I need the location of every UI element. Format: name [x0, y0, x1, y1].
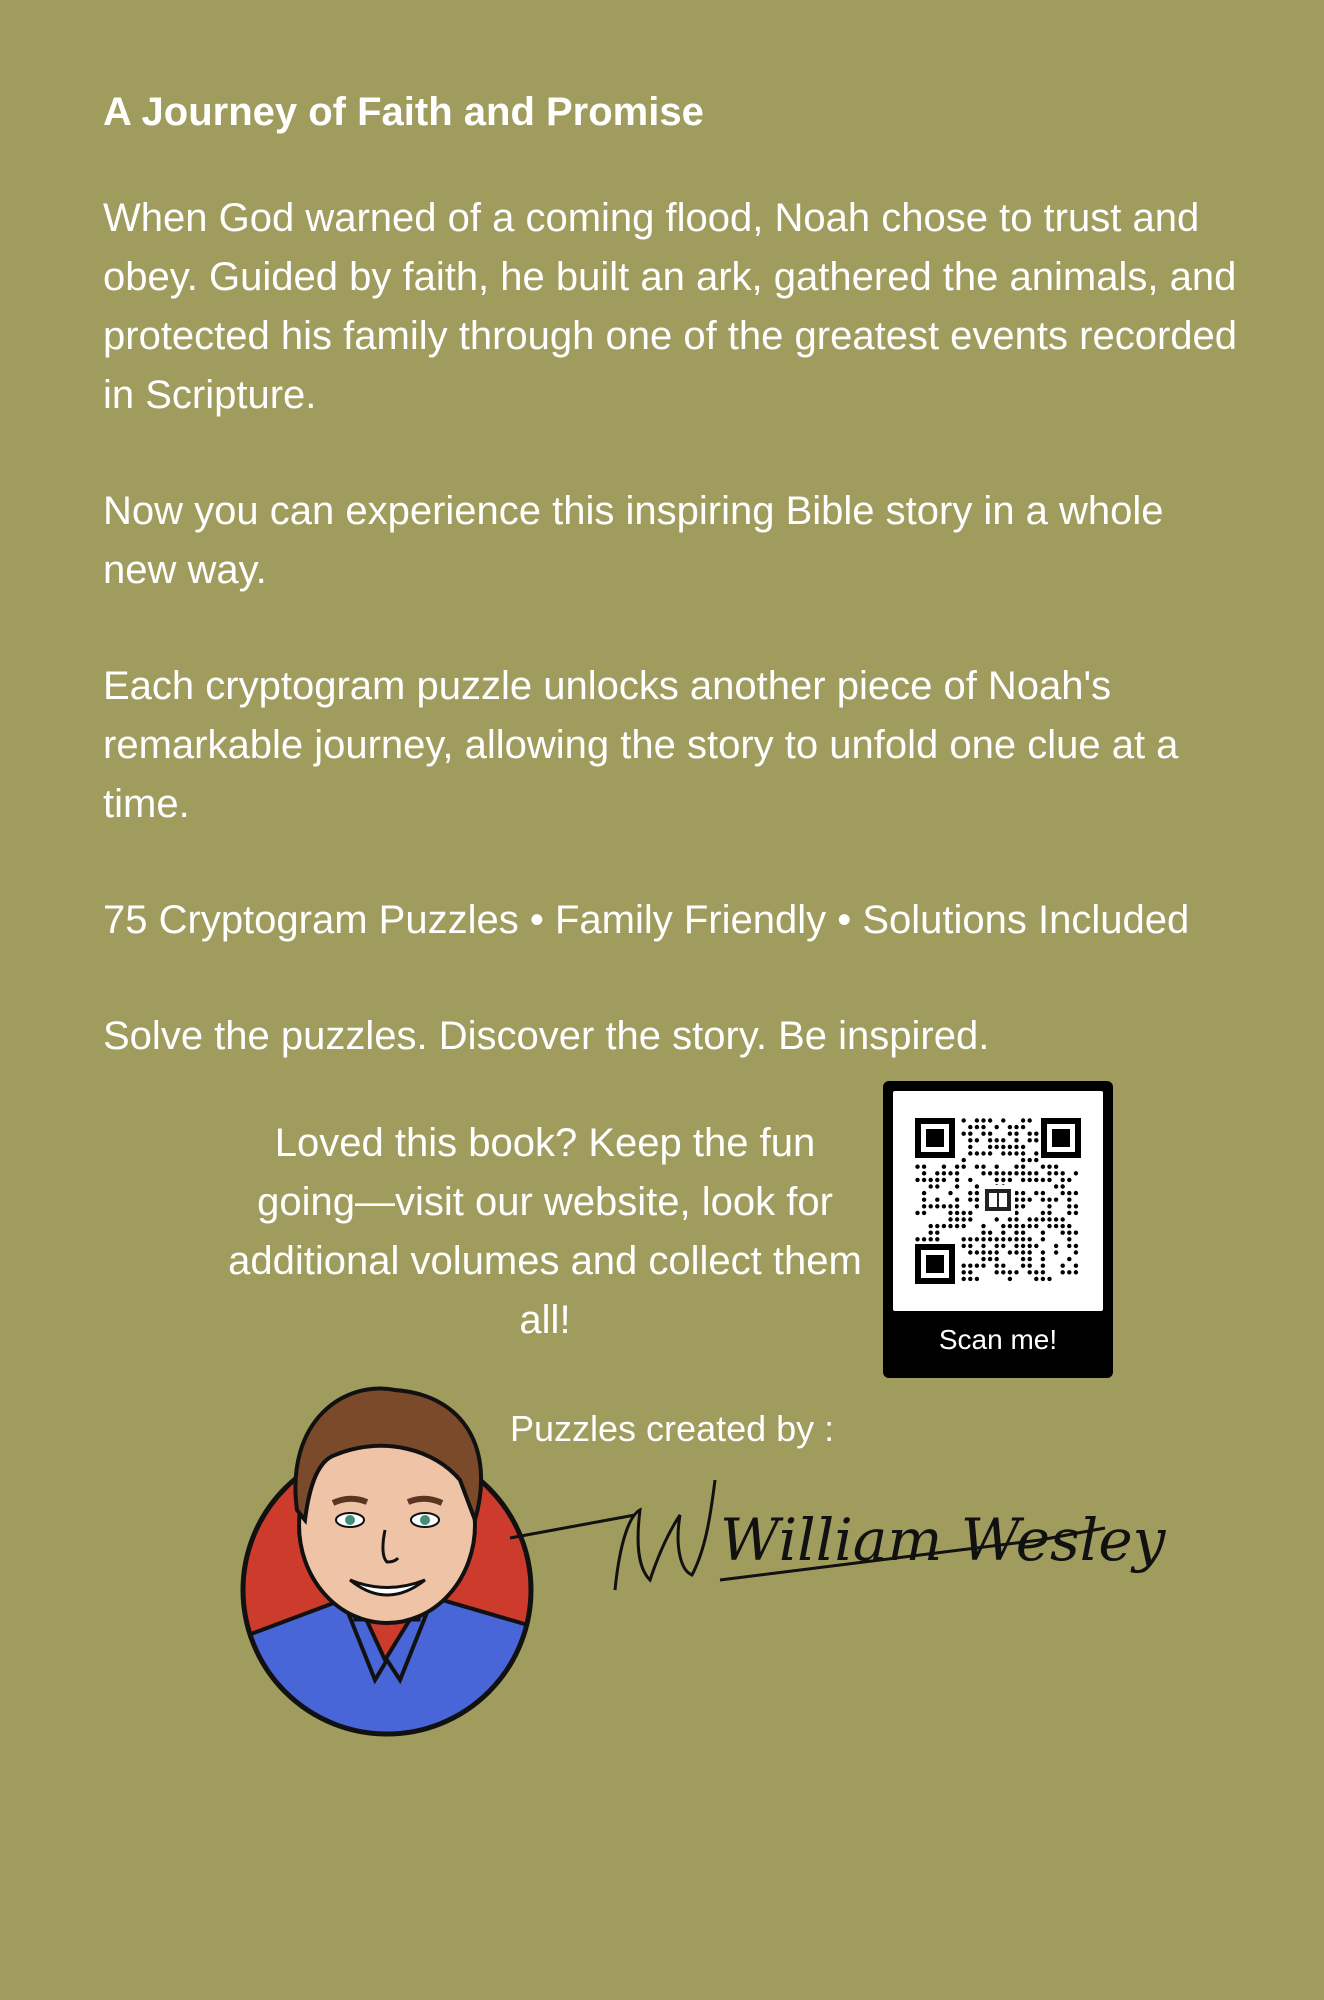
- qr-module: [962, 1224, 966, 1228]
- qr-module: [1041, 1191, 1045, 1195]
- qr-module: [1028, 1217, 1032, 1221]
- promo-text: Loved this book? Keep the fun going—visit our website, look for additional volumes and collect them all!: [228, 1121, 862, 1342]
- qr-module: [1054, 1250, 1058, 1254]
- qr-module: [1014, 1132, 1018, 1136]
- qr-module: [1001, 1178, 1005, 1182]
- qr-module: [1008, 1178, 1012, 1182]
- qr-module: [1028, 1244, 1032, 1248]
- qr-module: [1041, 1217, 1045, 1221]
- qr-module: [1034, 1132, 1038, 1136]
- qr-module: [935, 1178, 939, 1182]
- qr-module: [975, 1184, 979, 1188]
- qr-module: [1021, 1264, 1025, 1268]
- qr-module: [1028, 1257, 1032, 1261]
- qr-module: [981, 1224, 985, 1228]
- qr-module: [929, 1184, 933, 1188]
- qr-module: [968, 1132, 972, 1136]
- qr-module: [1028, 1138, 1032, 1142]
- qr-module: [942, 1204, 946, 1208]
- qr-module: [955, 1198, 959, 1202]
- qr-module: [1008, 1125, 1012, 1129]
- qr-module: [1047, 1277, 1051, 1281]
- qr-module: [995, 1250, 999, 1254]
- qr-module: [929, 1204, 933, 1208]
- qr-module: [975, 1118, 979, 1122]
- qr-module: [1021, 1244, 1025, 1248]
- qr-module: [1001, 1118, 1005, 1122]
- qr-module: [995, 1165, 999, 1169]
- qr-module: [988, 1250, 992, 1254]
- qr-module: [935, 1198, 939, 1202]
- qr-module: [975, 1264, 979, 1268]
- qr-code[interactable]: [893, 1091, 1103, 1311]
- qr-module: [1028, 1132, 1032, 1136]
- qr-module: [1067, 1191, 1071, 1195]
- qr-module: [1021, 1191, 1025, 1195]
- qr-module: [995, 1171, 999, 1175]
- qr-module: [968, 1151, 972, 1155]
- paragraph-features: 75 Cryptogram Puzzles • Family Friendly • Solutions Included: [103, 898, 1190, 942]
- qr-module: [955, 1211, 959, 1215]
- qr-module: [1074, 1171, 1078, 1175]
- qr-module: [995, 1237, 999, 1241]
- qr-module: [962, 1237, 966, 1241]
- qr-module: [1008, 1277, 1012, 1281]
- qr-module: [975, 1277, 979, 1281]
- qr-module: [915, 1165, 919, 1169]
- qr-module: [988, 1132, 992, 1136]
- qr-module: [948, 1224, 952, 1228]
- qr-module: [962, 1118, 966, 1122]
- qr-module: [968, 1178, 972, 1182]
- qr-module: [962, 1211, 966, 1215]
- qr-module: [995, 1178, 999, 1182]
- qr-module: [955, 1184, 959, 1188]
- qr-module: [981, 1125, 985, 1129]
- qr-module: [1061, 1171, 1065, 1175]
- qr-module: [1047, 1217, 1051, 1221]
- qr-module: [981, 1244, 985, 1248]
- qr-module: [1067, 1211, 1071, 1215]
- qr-module: [922, 1178, 926, 1182]
- qr-module: [975, 1138, 979, 1142]
- qr-module: [975, 1151, 979, 1155]
- qr-module: [1014, 1270, 1018, 1274]
- qr-module: [968, 1250, 972, 1254]
- qr-module: [962, 1264, 966, 1268]
- qr-module: [1028, 1224, 1032, 1228]
- qr-module: [975, 1237, 979, 1241]
- qr-module: [1028, 1264, 1032, 1268]
- qr-module: [1008, 1217, 1012, 1221]
- qr-module: [1041, 1264, 1045, 1268]
- qr-module: [1074, 1264, 1078, 1268]
- scan-me-label: Scan me!: [938, 1324, 1058, 1355]
- qr-module: [1074, 1191, 1078, 1195]
- paragraph-experience: Now you can experience this inspiring Bible story in a whole new way.: [103, 489, 1164, 592]
- qr-module: [1001, 1224, 1005, 1228]
- qr-module: [981, 1132, 985, 1136]
- qr-module: [995, 1270, 999, 1274]
- qr-module: [975, 1204, 979, 1208]
- qr-module: [955, 1204, 959, 1208]
- qr-module: [995, 1217, 999, 1221]
- qr-module: [1001, 1171, 1005, 1175]
- qr-module: [1034, 1151, 1038, 1155]
- qr-module: [1041, 1237, 1045, 1241]
- qr-module: [1014, 1138, 1018, 1142]
- qr-module: [1021, 1178, 1025, 1182]
- qr-module: [1041, 1198, 1045, 1202]
- qr-module: [1001, 1237, 1005, 1241]
- qr-module: [1021, 1151, 1025, 1155]
- qr-module: [1067, 1204, 1071, 1208]
- qr-module: [1047, 1224, 1051, 1228]
- qr-module: [1067, 1244, 1071, 1248]
- qr-module: [929, 1178, 933, 1182]
- qr-module: [1061, 1178, 1065, 1182]
- qr-module: [962, 1217, 966, 1221]
- qr-module: [1041, 1270, 1045, 1274]
- qr-module: [1028, 1250, 1032, 1254]
- qr-module: [1021, 1145, 1025, 1149]
- author-portrait: [235, 1380, 545, 1750]
- qr-module: [1008, 1132, 1012, 1136]
- qr-module: [962, 1277, 966, 1281]
- qr-module: [968, 1264, 972, 1268]
- qr-module: [955, 1217, 959, 1221]
- paragraph-puzzles: Each cryptogram puzzle unlocks another piece of Noah's remarkable journey, allowing the story to unfold one clue at a time.: [103, 664, 1179, 826]
- qr-module: [981, 1264, 985, 1268]
- qr-module: [1067, 1270, 1071, 1274]
- qr-module: [1021, 1158, 1025, 1162]
- qr-module: [1054, 1171, 1058, 1175]
- qr-module: [1047, 1165, 1051, 1169]
- qr-module: [981, 1250, 985, 1254]
- qr-module: [1034, 1244, 1038, 1248]
- qr-module: [1034, 1158, 1038, 1162]
- qr-module: [1067, 1231, 1071, 1235]
- qr-module: [1074, 1204, 1078, 1208]
- qr-module: [1021, 1171, 1025, 1175]
- qr-module: [1061, 1270, 1065, 1274]
- qr-module: [915, 1178, 919, 1182]
- qr-module: [962, 1165, 966, 1169]
- qr-module: [962, 1270, 966, 1274]
- qr-module: [922, 1211, 926, 1215]
- qr-module: [962, 1132, 966, 1136]
- page-title: A Journey of Faith and Promise: [103, 90, 704, 134]
- qr-module: [1021, 1257, 1025, 1261]
- qr-module: [968, 1237, 972, 1241]
- qr-module: [1008, 1224, 1012, 1228]
- qr-module: [1028, 1171, 1032, 1175]
- signature-text: William Wesley: [720, 1506, 1166, 1574]
- qr-module: [942, 1178, 946, 1182]
- qr-module: [1041, 1231, 1045, 1235]
- qr-module: [1028, 1270, 1032, 1274]
- qr-module: [1008, 1270, 1012, 1274]
- qr-module: [1041, 1277, 1045, 1281]
- qr-module: [981, 1237, 985, 1241]
- qr-module: [1054, 1198, 1058, 1202]
- qr-module: [942, 1165, 946, 1169]
- qr-module: [1074, 1211, 1078, 1215]
- qr-module: [1021, 1198, 1025, 1202]
- qr-module: [1061, 1264, 1065, 1268]
- credit-label: Puzzles created by :: [510, 1408, 835, 1449]
- qr-module: [1021, 1165, 1025, 1169]
- qr-module: [955, 1224, 959, 1228]
- qr-module: [1028, 1178, 1032, 1182]
- qr-module: [935, 1237, 939, 1241]
- qr-module: [995, 1264, 999, 1268]
- qr-module: [968, 1138, 972, 1142]
- qr-module: [1074, 1270, 1078, 1274]
- qr-module: [1021, 1125, 1025, 1129]
- qr-module: [981, 1151, 985, 1155]
- qr-module: [1008, 1145, 1012, 1149]
- qr-module: [1001, 1138, 1005, 1142]
- qr-module: [1067, 1178, 1071, 1182]
- qr-module: [1001, 1151, 1005, 1155]
- qr-module: [935, 1224, 939, 1228]
- qr-module: [1034, 1217, 1038, 1221]
- qr-module: [975, 1250, 979, 1254]
- qr-module: [1014, 1244, 1018, 1248]
- qr-module: [1028, 1237, 1032, 1241]
- qr-module: [968, 1217, 972, 1221]
- qr-module: [995, 1244, 999, 1248]
- qr-module: [1074, 1244, 1078, 1248]
- qr-module: [1034, 1138, 1038, 1142]
- qr-module: [948, 1204, 952, 1208]
- qr-module: [1054, 1184, 1058, 1188]
- qr-module: [968, 1211, 972, 1215]
- qr-module: [1041, 1165, 1045, 1169]
- qr-module: [1014, 1237, 1018, 1241]
- qr-module: [995, 1138, 999, 1142]
- qr-module: [1008, 1250, 1012, 1254]
- qr-module: [1021, 1237, 1025, 1241]
- qr-module: [988, 1231, 992, 1235]
- qr-module: [948, 1171, 952, 1175]
- qr-module: [935, 1231, 939, 1235]
- qr-module: [981, 1165, 985, 1169]
- qr-module: [955, 1171, 959, 1175]
- qr-module: [1021, 1250, 1025, 1254]
- qr-module: [1014, 1250, 1018, 1254]
- qr-module: [1041, 1257, 1045, 1261]
- qr-module: [975, 1198, 979, 1202]
- qr-module: [1034, 1171, 1038, 1175]
- qr-module: [1008, 1237, 1012, 1241]
- qr-module: [1021, 1118, 1025, 1122]
- qr-module: [922, 1198, 926, 1202]
- qr-module: [968, 1145, 972, 1149]
- qr-module: [1067, 1237, 1071, 1241]
- qr-module: [968, 1191, 972, 1195]
- qr-module: [981, 1171, 985, 1175]
- qr-module: [929, 1237, 933, 1241]
- qr-module: [1014, 1217, 1018, 1221]
- qr-card[interactable]: [883, 1081, 1113, 1378]
- qr-module: [1054, 1217, 1058, 1221]
- qr-module: [1014, 1224, 1018, 1228]
- qr-module: [1034, 1178, 1038, 1182]
- qr-module: [988, 1145, 992, 1149]
- qr-module: [1001, 1264, 1005, 1268]
- qr-module: [1047, 1171, 1051, 1175]
- qr-module: [968, 1125, 972, 1129]
- qr-module: [1034, 1191, 1038, 1195]
- qr-module: [1067, 1257, 1071, 1261]
- qr-module: [948, 1191, 952, 1195]
- qr-module: [1014, 1231, 1018, 1235]
- qr-module: [948, 1211, 952, 1215]
- qr-module: [1014, 1145, 1018, 1149]
- qr-module: [1047, 1178, 1051, 1182]
- qr-module: [1061, 1217, 1065, 1221]
- qr-module: [988, 1151, 992, 1155]
- qr-module: [975, 1125, 979, 1129]
- qr-module: [981, 1231, 985, 1235]
- back-cover-text: [103, 86, 1243, 1066]
- qr-module: [988, 1237, 992, 1241]
- qr-module: [948, 1217, 952, 1221]
- qr-module: [1014, 1165, 1018, 1169]
- qr-module: [955, 1178, 959, 1182]
- qr-module: [1041, 1178, 1045, 1182]
- qr-module: [1021, 1224, 1025, 1228]
- qr-module: [1001, 1145, 1005, 1149]
- qr-module: [1061, 1224, 1065, 1228]
- qr-module: [962, 1244, 966, 1248]
- qr-module: [975, 1165, 979, 1169]
- qr-module: [968, 1270, 972, 1274]
- qr-module: [981, 1118, 985, 1122]
- qr-module: [922, 1165, 926, 1169]
- qr-module: [1047, 1211, 1051, 1215]
- qr-module: [1034, 1277, 1038, 1281]
- qr-module: [942, 1171, 946, 1175]
- qr-module: [995, 1257, 999, 1261]
- qr-module: [1047, 1204, 1051, 1208]
- qr-module: [1014, 1171, 1018, 1175]
- qr-module: [988, 1257, 992, 1261]
- qr-module: [995, 1145, 999, 1149]
- qr-module: [1034, 1270, 1038, 1274]
- qr-module: [1001, 1231, 1005, 1235]
- qr-module: [929, 1224, 933, 1228]
- qr-module: [1028, 1118, 1032, 1122]
- qr-module: [1008, 1151, 1012, 1155]
- qr-module: [975, 1191, 979, 1195]
- qr-module: [915, 1211, 919, 1215]
- qr-module: [1074, 1250, 1078, 1254]
- qr-module: [929, 1231, 933, 1235]
- qr-module: [968, 1244, 972, 1248]
- qr-module: [1061, 1231, 1065, 1235]
- qr-module: [942, 1224, 946, 1228]
- qr-module: [935, 1184, 939, 1188]
- qr-module: [1061, 1191, 1065, 1195]
- qr-module: [1001, 1270, 1005, 1274]
- qr-code-icon: [905, 1103, 1091, 1299]
- qr-module: [915, 1237, 919, 1241]
- qr-module: [1008, 1171, 1012, 1175]
- qr-module: [1074, 1231, 1078, 1235]
- qr-module: [922, 1171, 926, 1175]
- qr-module: [1041, 1211, 1045, 1215]
- qr-module: [922, 1191, 926, 1195]
- qr-module: [1041, 1250, 1045, 1254]
- qr-module: [988, 1171, 992, 1175]
- qr-module: [1001, 1244, 1005, 1248]
- qr-module: [995, 1125, 999, 1129]
- qr-module: [988, 1138, 992, 1142]
- qr-module: [1028, 1158, 1032, 1162]
- qr-module: [1061, 1184, 1065, 1188]
- qr-module: [1067, 1198, 1071, 1202]
- qr-module: [1054, 1244, 1058, 1248]
- qr-module: [1021, 1231, 1025, 1235]
- qr-module: [1014, 1125, 1018, 1129]
- qr-module: [1054, 1165, 1058, 1169]
- qr-module: [1028, 1198, 1032, 1202]
- paragraph-story: When God warned of a coming flood, Noah chose to trust and obey. Guided by faith, he built an ark, gathered the animals, and protected his family through one of the greatest events recorded in Scripture.: [103, 196, 1238, 417]
- qr-module: [1054, 1224, 1058, 1228]
- qr-module: [968, 1277, 972, 1281]
- qr-module: [981, 1257, 985, 1261]
- qr-module: [922, 1237, 926, 1241]
- qr-module: [1034, 1224, 1038, 1228]
- qr-module: [1014, 1151, 1018, 1155]
- qr-module: [955, 1165, 959, 1169]
- qr-module: [1047, 1198, 1051, 1202]
- qr-module: [968, 1198, 972, 1202]
- author-signature: [520, 1420, 1166, 1620]
- qr-module: [935, 1171, 939, 1175]
- qr-module: [988, 1118, 992, 1122]
- paragraph-tagline: Solve the puzzles. Discover the story. Be inspired.: [103, 1014, 990, 1058]
- qr-module: [1021, 1204, 1025, 1208]
- qr-module: [922, 1204, 926, 1208]
- qr-module: [935, 1204, 939, 1208]
- qr-module: [1067, 1224, 1071, 1228]
- qr-module: [962, 1158, 966, 1162]
